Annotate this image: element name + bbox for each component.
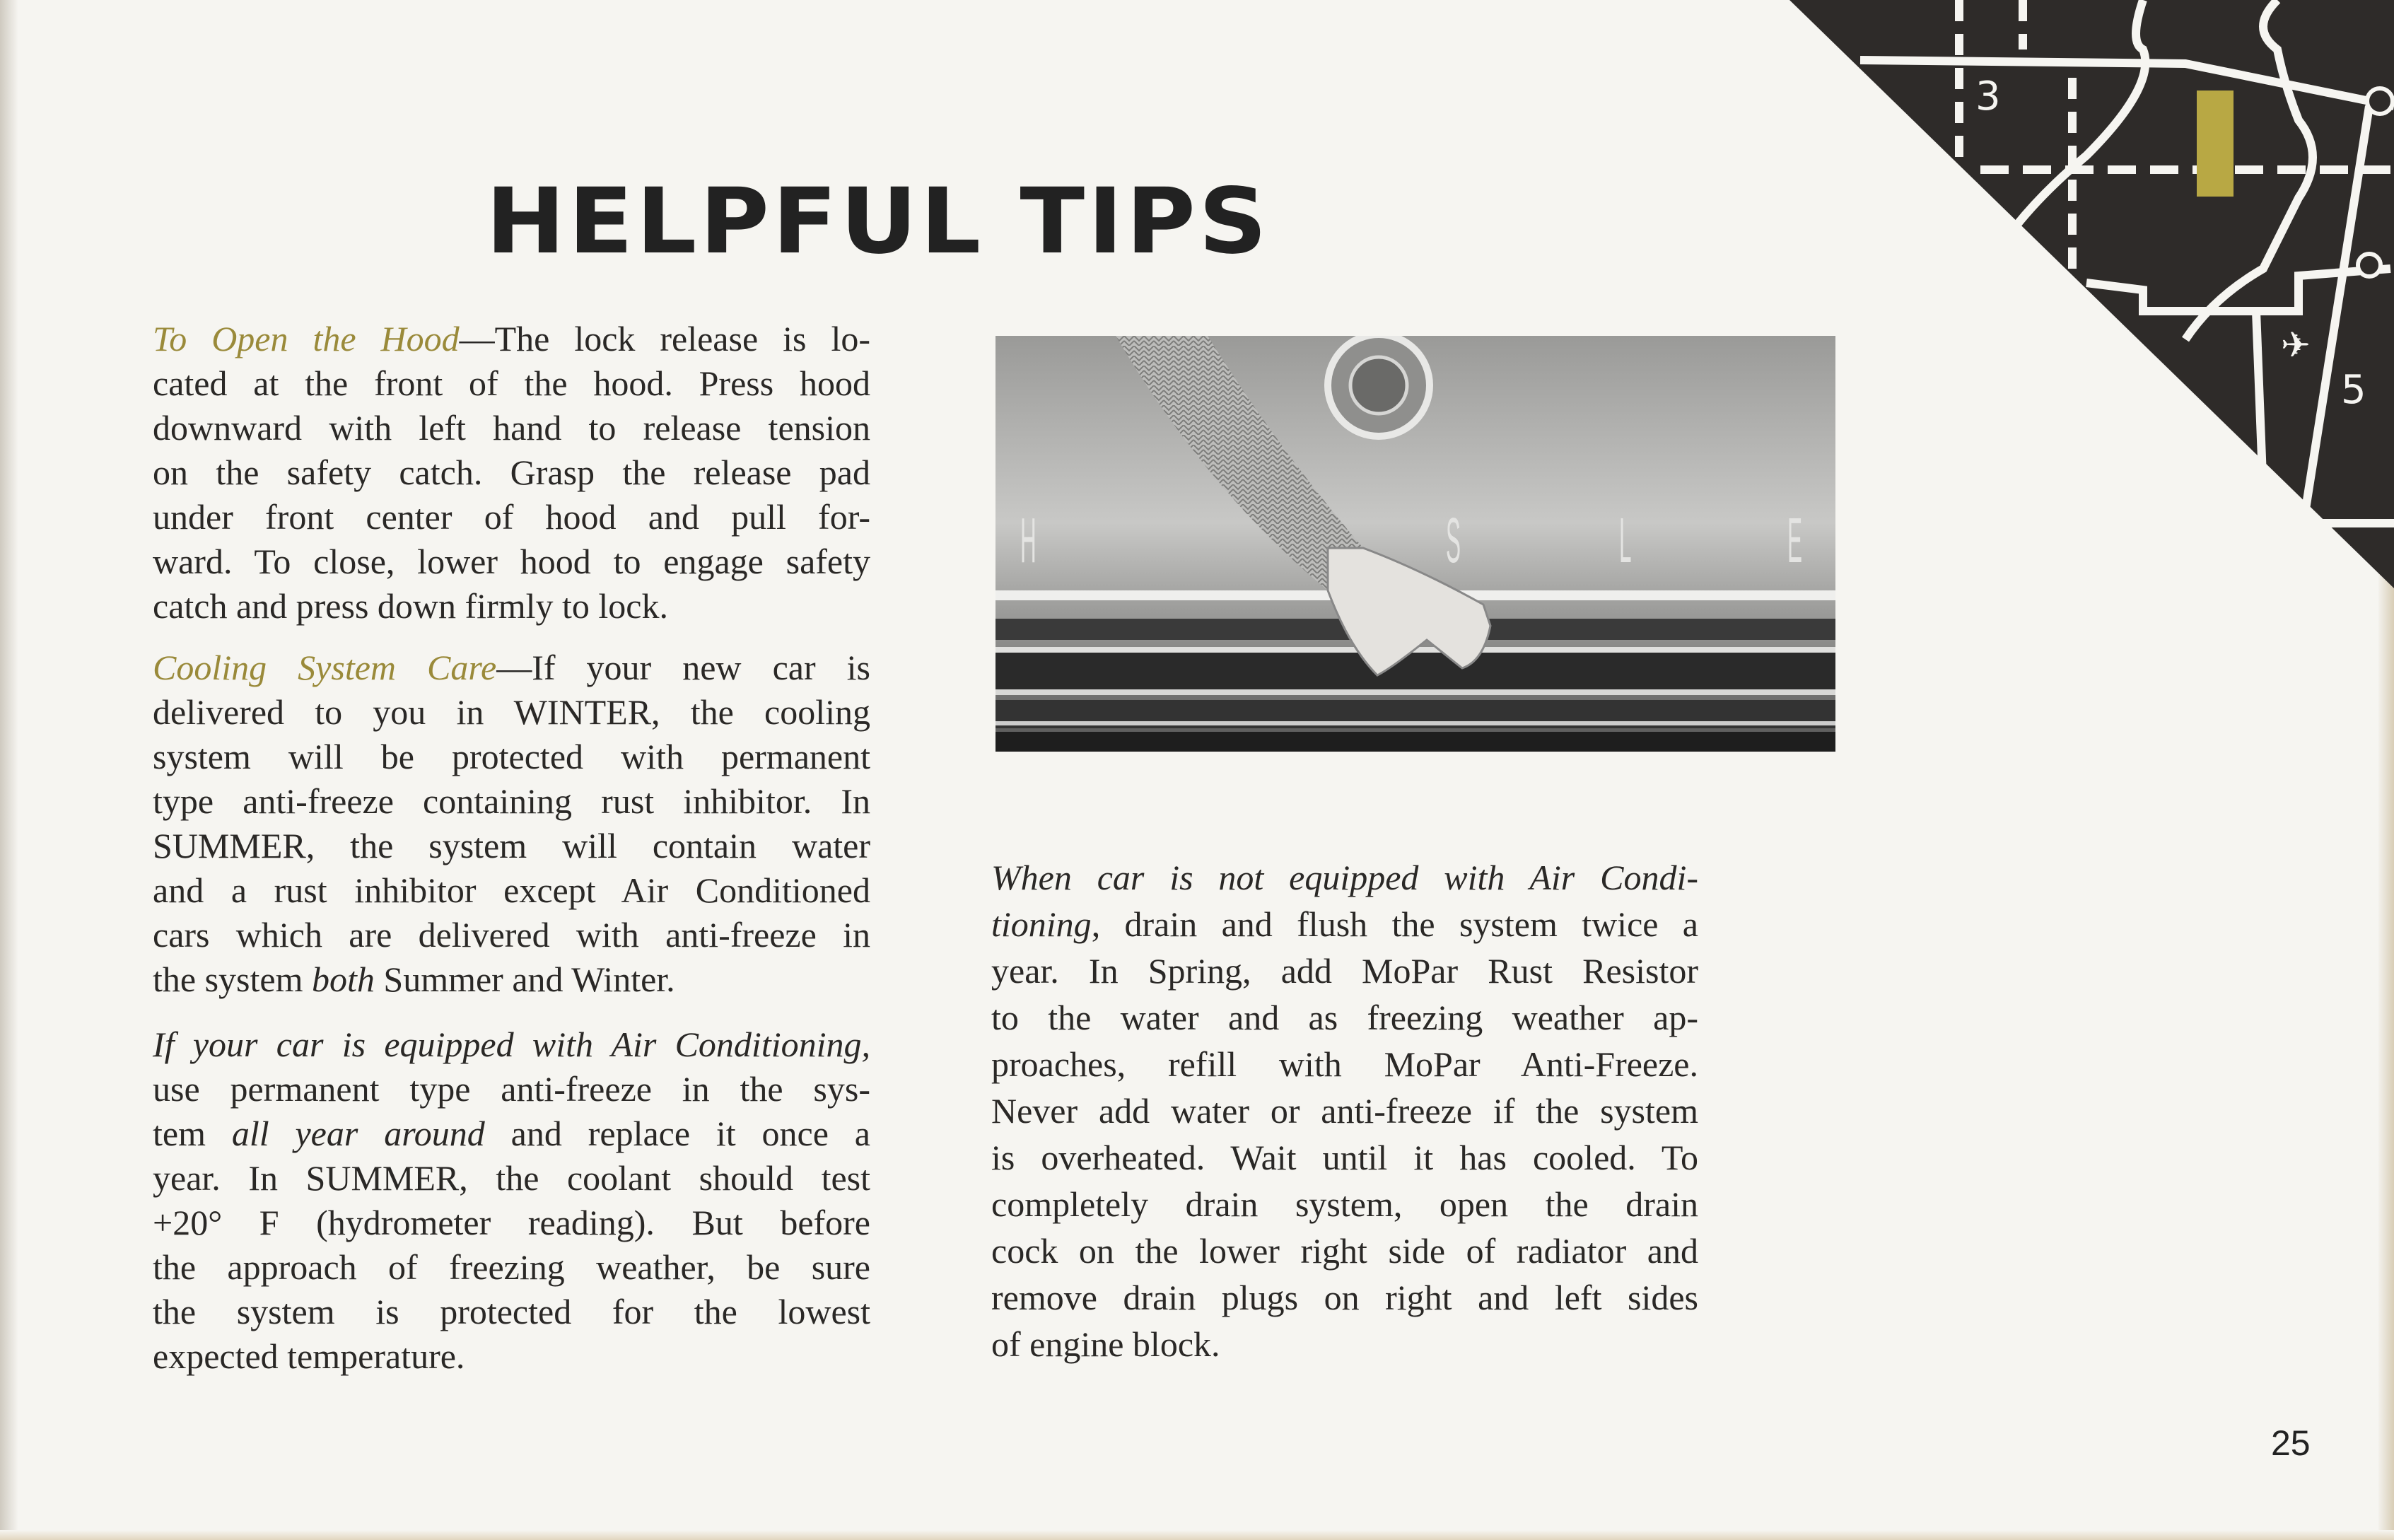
text-segment: on the safety catch. Grasp the release pad (153, 453, 870, 492)
text-line (991, 901, 1698, 947)
text-segment: SUMMER, the system will contain water (153, 826, 870, 865)
text-segment: catch and press down firmly to lock. (153, 586, 668, 626)
text-line (991, 1274, 1698, 1321)
text-line (153, 1290, 870, 1334)
text-segment: the approach of freezing weather, be sure (153, 1247, 870, 1287)
text-line (153, 1201, 870, 1245)
map-label-5: 5 (2341, 367, 2366, 413)
right-text-column (991, 854, 1698, 1367)
text-line (153, 913, 870, 957)
text-segment: remove drain plugs on right and left sides (991, 1278, 1698, 1317)
text-segment: and a rust inhibitor except Air Conditioned (153, 870, 870, 910)
text-line (153, 1334, 870, 1379)
text-segment: is overheated. Wait until it has cooled. To (991, 1138, 1698, 1177)
text-line (153, 495, 870, 539)
text-segment: cated at the front of the hood. Press hood (153, 363, 870, 403)
text-line (153, 957, 870, 1002)
section-heading: To Open the Hood (153, 319, 460, 358)
text-segment: of engine block. (991, 1324, 1220, 1364)
text-line (153, 779, 870, 824)
text-segment: If your car is equipped with Air Conditioning, (153, 1025, 870, 1064)
text-line (991, 1134, 1698, 1181)
text-segment: expected temperature. (153, 1336, 465, 1376)
text-line (991, 1041, 1698, 1087)
text-line (153, 539, 870, 584)
text-segment: the system (153, 959, 312, 999)
hood-letter: H (1020, 505, 1037, 577)
text-segment: the system is protected for the lowest (153, 1292, 870, 1331)
page-number: 25 (2271, 1423, 2311, 1463)
text-line (153, 450, 870, 495)
text-segment: and replace it once a (484, 1114, 870, 1153)
text-line (153, 868, 870, 913)
text-line (153, 361, 870, 406)
hood-letter: S (1446, 505, 1461, 577)
text-segment: delivered to you in WINTER, the cooling (153, 692, 870, 732)
book-gutter (0, 0, 18, 1540)
text-segment: cock on the lower right side of radiator and (991, 1231, 1698, 1271)
text-segment: proaches, refill with MoPar Anti-Freeze. (991, 1044, 1698, 1084)
paragraph (991, 854, 1698, 1367)
text-segment: under front center of hood and pull for- (153, 497, 870, 537)
text-line (991, 1321, 1698, 1367)
page-title: HELPFUL TIPS (486, 169, 1271, 274)
text-line (153, 584, 870, 629)
text-segment: When car is not equipped with Air Condi- (991, 858, 1698, 897)
text-segment: to the water and as freezing weather ap- (991, 998, 1698, 1037)
text-segment: Summer and Winter. (374, 959, 675, 999)
text-segment: cars which are delivered with anti-freeze in (153, 915, 870, 955)
text-line (991, 947, 1698, 994)
text-line (991, 1087, 1698, 1134)
map-corner-graphic (1789, 0, 2394, 588)
text-line (153, 735, 870, 779)
paragraph (153, 646, 870, 1002)
text-line (153, 1112, 870, 1156)
section-heading: Cooling System Care (153, 648, 497, 687)
hood-letter: L (1619, 505, 1632, 577)
text-segment: , drain and flush the system twice a (1091, 904, 1698, 944)
text-line (153, 1156, 870, 1201)
text-segment: —The lock release is lo- (459, 319, 870, 358)
text-line (991, 994, 1698, 1041)
text-segment: year. In SUMMER, the coolant should test (153, 1158, 870, 1198)
text-segment: downward with left hand to release tension (153, 408, 870, 448)
text-segment: year. In Spring, add MoPar Rust Resistor (991, 951, 1698, 991)
text-line (153, 824, 870, 868)
hood-letter: E (1787, 505, 1803, 577)
text-segment: system will be protected with permanent (153, 737, 870, 776)
hood-release-photo (995, 336, 1835, 752)
text-segment: tem (153, 1114, 232, 1153)
text-line (153, 690, 870, 735)
text-segment: +20° F (hydrometer reading). But before (153, 1203, 870, 1242)
text-line (153, 1067, 870, 1112)
text-segment: Never add water or anti-freeze if the system (991, 1091, 1698, 1131)
airplane-icon: ✈ (2281, 325, 2311, 366)
text-segment: completely drain system, open the drain (991, 1184, 1698, 1224)
text-segment: ward. To close, lower hood to engage safety (153, 542, 870, 581)
text-segment: —If your new car is (496, 648, 870, 687)
text-segment: type anti-freeze containing rust inhibitor. In (153, 781, 870, 821)
text-segment: tioning (991, 904, 1092, 944)
text-segment: use permanent type anti-freeze in the sys- (153, 1069, 870, 1109)
text-line (153, 317, 870, 361)
text-line (153, 406, 870, 450)
paragraph (153, 1022, 870, 1379)
map-label-3: 3 (1975, 74, 2001, 119)
text-segment: both (311, 959, 375, 999)
text-segment: all year around (231, 1114, 485, 1153)
text-line (153, 646, 870, 690)
paragraph (153, 317, 870, 629)
text-line (991, 1227, 1698, 1274)
text-line (991, 854, 1698, 901)
text-line (153, 1022, 870, 1067)
text-line (991, 1181, 1698, 1227)
page-bottom-edge (0, 1530, 2394, 1540)
text-line (153, 1245, 870, 1290)
